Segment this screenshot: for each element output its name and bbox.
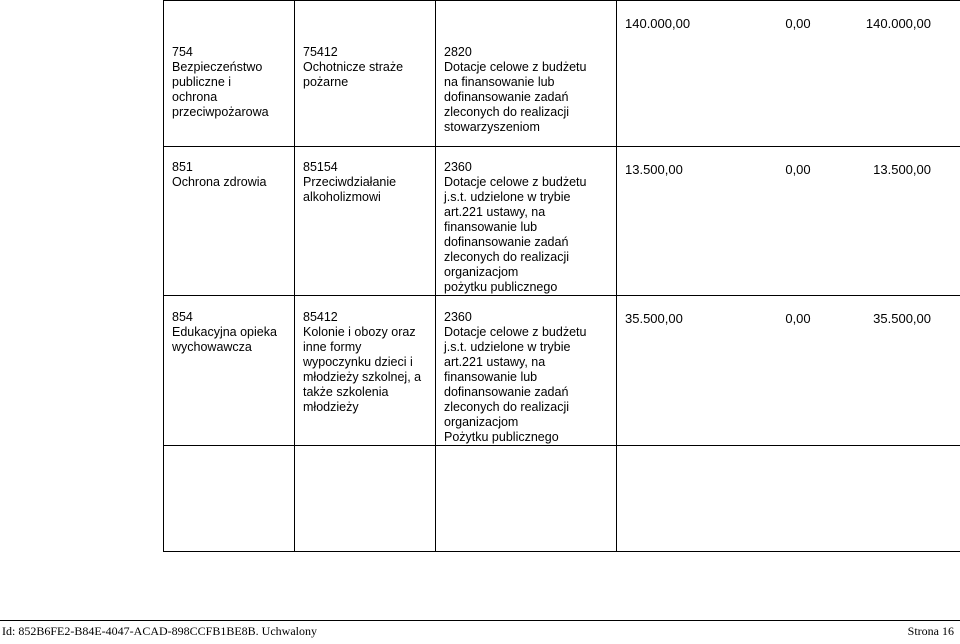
table-row [164,296,960,446]
amount-plan: 35.500,00 [625,311,683,326]
table-row [164,147,960,296]
amounts-cell [617,1,960,147]
footer-divider [0,620,960,621]
document-id: Id: 852B6FE2-B84E-4047-ACAD-898CCFB1BE8B. Uchwalony [2,624,317,638]
rozdzial-cell: 85412 Kolonie i obozy oraz inne formy wypoczynku dzieci i młodzieży szkolnej, a także szkolenia młodzieży [295,296,436,446]
budget-table [163,0,960,552]
page-number: Strona 16 [907,624,954,638]
amount-total: 13.500,00 [873,162,931,177]
paragraf-cell: 2360 Dotacje celowe z budżetu j.s.t. udzielone w trybie art.221 ustawy, na finansowanie lub dofinansowanie zadań zleconych do realizacji organizacjom pożytku publicznego [436,147,617,296]
amount-change: 0,00 [785,16,811,31]
empty-cell [436,446,617,552]
table-row-empty [164,446,960,552]
empty-cell [617,446,960,552]
amount-total: 35.500,00 [873,311,931,326]
amount-change: 0,00 [785,162,811,177]
amount-change: 0,00 [785,311,811,326]
amount-plan: 13.500,00 [625,162,683,177]
paragraf-cell: 2360 Dotacje celowe z budżetu j.s.t. udzielone w trybie art.221 ustawy, na finansowanie lub dofinansowanie zadań zleconych do realizacji organizacjom Pożytku publicznego [436,296,617,446]
paragraf-cell: 2820 Dotacje celowe z budżetu na finansowanie lub dofinansowanie zadań zleconych do realizacji stowarzyszeniom [436,1,617,147]
amounts-cell [617,296,960,446]
empty-cell [164,446,295,552]
table-row [164,1,960,147]
rozdzial-cell: 85154 Przeciwdziałanie alkoholizmowi [295,147,436,296]
dzial-cell: 851 Ochrona zdrowia [164,147,295,296]
rozdzial-cell: 75412 Ochotnicze straże pożarne [295,1,436,147]
amount-plan: 140.000,00 [625,16,691,31]
amounts-cell [617,147,960,296]
amount-total: 140.000,00 [865,16,931,31]
dzial-cell: 854 Edukacyjna opieka wychowawcza [164,296,295,446]
dzial-cell: 754 Bezpieczeństwo publiczne i ochrona przeciwpożarowa [164,1,295,147]
empty-cell [295,446,436,552]
